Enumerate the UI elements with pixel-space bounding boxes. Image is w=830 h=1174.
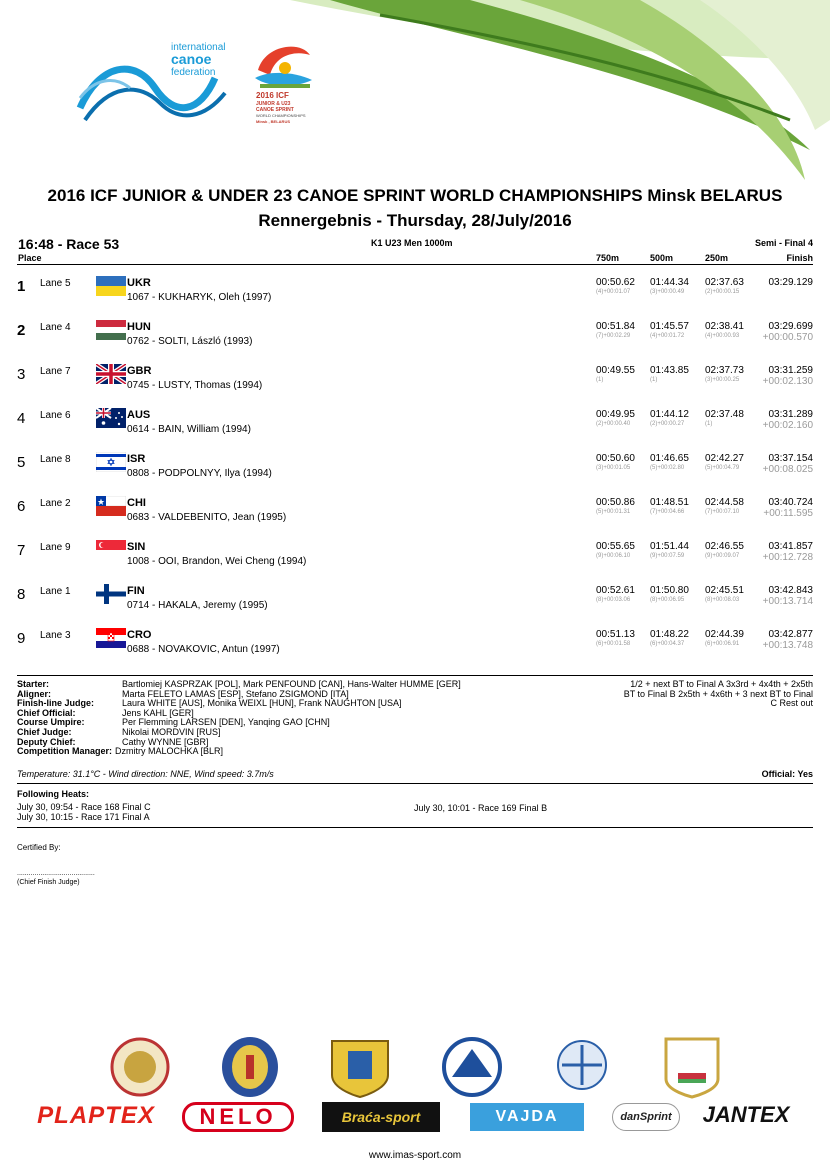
place: 6	[17, 498, 26, 515]
col-finish-header: Finish	[786, 253, 813, 263]
athlete: 0745 - LUSTY, Thomas (1994)	[127, 380, 263, 391]
nation: CRO	[127, 629, 152, 641]
weather-info: Temperature: 31.1°C - Wind direction: NNE, Wind speed: 3.7m/s	[17, 769, 274, 779]
nation: HUN	[127, 321, 151, 333]
split-250-time: 02:37.63	[705, 277, 744, 288]
gbr-flag-icon	[96, 364, 126, 384]
page-subtitle: Rennergebnis - Thursday, 28/July/2016	[258, 211, 572, 230]
nation: GBR	[127, 365, 152, 377]
place: 4	[17, 410, 26, 427]
following-divider	[17, 827, 813, 828]
split-250	[705, 277, 753, 295]
split-750-time: 00:52.61	[596, 585, 635, 596]
split-750	[596, 365, 644, 383]
nation: CHI	[127, 497, 146, 509]
emblem-2-icon	[222, 1037, 278, 1097]
isr-flag-icon	[96, 452, 126, 472]
split-500-diff: (9)+00:07.59	[650, 553, 685, 559]
split-750-time: 00:49.55	[596, 365, 635, 376]
sponsor-jantex: JANTEX	[702, 1102, 790, 1127]
nation: AUS	[127, 409, 151, 421]
col-250-header: 250m	[705, 253, 729, 263]
table-row	[0, 452, 830, 496]
official-status: Official: Yes	[761, 769, 813, 779]
following-heat: July 30, 09:54 - Race 168 Final C	[17, 802, 151, 812]
official-value: Dzmitry MALOCHKA [BLR]	[115, 746, 224, 757]
split-500-time: 01:50.80	[650, 585, 689, 596]
emblem-1-icon	[112, 1039, 168, 1095]
split-250	[705, 453, 753, 471]
sponsor-vajda: VAJDA	[470, 1103, 584, 1131]
finish-time: 03:37.154	[768, 453, 813, 464]
place: 1	[17, 278, 26, 295]
split-500-diff: (5)+00:02.80	[650, 465, 685, 471]
split-750-diff: (6)+00:01.58	[596, 641, 631, 647]
following-heats-left	[17, 803, 151, 822]
place: 8	[17, 586, 26, 603]
split-750-diff: (4)+00:01.07	[596, 289, 631, 295]
lane: Lane 1	[40, 586, 71, 597]
split-250-time: 02:42.27	[705, 453, 744, 464]
table-row	[0, 364, 830, 408]
split-500-diff: (4)+00:01.72	[650, 333, 685, 339]
icf-logo-text-3: federation	[171, 67, 216, 78]
split-750	[596, 453, 644, 471]
progression-rules	[624, 680, 813, 709]
lane: Lane 3	[40, 630, 71, 641]
split-250-time: 02:46.55	[705, 541, 744, 552]
split-750-time: 00:50.62	[596, 277, 635, 288]
finish	[763, 453, 813, 475]
champ-logo-text-5: Minsk , BELARUS	[256, 119, 291, 124]
split-250-diff: (2)+00:00.15	[705, 289, 740, 295]
split-250-time: 02:45.51	[705, 585, 744, 596]
following-heat: July 30, 10:01 - Race 169 Final B	[414, 803, 548, 813]
champ-logo-text-4: WORLD CHAMPIONSHIPS	[256, 113, 306, 118]
athlete: 0762 - SOLTI, László (1993)	[127, 336, 253, 347]
place: 5	[17, 454, 26, 471]
split-250	[705, 541, 753, 559]
split-500-diff: (2)+00:00.27	[650, 421, 685, 427]
race-time: 16:48 - Race 53	[18, 236, 120, 252]
split-500-time: 01:48.22	[650, 629, 689, 640]
split-500-time: 01:45.57	[650, 321, 689, 332]
split-250-diff: (5)+00:04.79	[705, 465, 740, 471]
split-500-time: 01:48.51	[650, 497, 689, 508]
split-250-diff: (6)+00:06.91	[705, 641, 740, 647]
emblem-3-icon	[332, 1041, 388, 1097]
finish	[763, 629, 813, 651]
split-250-diff: (7)+00:07.10	[705, 509, 740, 515]
official-row	[17, 699, 461, 709]
official-label: Chief Official:	[17, 707, 76, 718]
split-250-diff: (1)	[705, 421, 713, 427]
split-250-diff: (9)+00:09.07	[705, 553, 740, 559]
split-250-time: 02:38.41	[705, 321, 744, 332]
athlete: 1008 - OOI, Brandon, Wei Cheng (1994)	[127, 556, 307, 567]
table-row	[0, 496, 830, 540]
split-750-diff: (5)+00:01.31	[596, 509, 631, 515]
hun-flag-icon	[96, 320, 126, 340]
split-750-time: 00:51.84	[596, 321, 635, 332]
finish-time: 03:31.259	[768, 365, 813, 376]
split-750-diff: (3)+00:01.05	[596, 465, 631, 471]
split-500-diff: (8)+00:06.95	[650, 597, 685, 603]
sponsor-emblems	[100, 1035, 740, 1100]
lane: Lane 4	[40, 322, 71, 333]
official-row	[17, 718, 461, 728]
champ-logo-text-3: CANOE SPRINT	[256, 107, 294, 113]
sponsor-nelo: NELO	[182, 1102, 294, 1132]
split-500	[650, 321, 698, 339]
finish-diff: +00:00.570	[762, 332, 813, 343]
split-500	[650, 497, 698, 515]
lane: Lane 8	[40, 454, 71, 465]
split-500	[650, 585, 698, 603]
official-label: Chief Judge:	[17, 726, 72, 737]
place: 9	[17, 630, 26, 647]
official-value: Jens KAHL [GER]	[122, 707, 194, 718]
lane: Lane 7	[40, 366, 71, 377]
finish-time: 03:29.129	[768, 277, 813, 288]
finish	[763, 585, 813, 607]
nation: FIN	[127, 585, 145, 597]
finish-diff: +00:13.714	[762, 596, 813, 607]
finish-diff: +00:12.728	[762, 552, 813, 563]
finish-time: 03:29.699	[768, 321, 813, 332]
footer-url[interactable]: www.imas-sport.com	[368, 1150, 462, 1161]
split-750-time: 00:51.13	[596, 629, 635, 640]
split-750	[596, 277, 644, 295]
col-500-header: 500m	[650, 253, 674, 263]
race-phase: Semi - Final 4	[754, 238, 813, 248]
event-name: K1 U23 Men 1000m	[371, 238, 453, 248]
split-500-diff: (7)+00:04.66	[650, 509, 685, 515]
split-750-diff: (1)	[596, 377, 604, 383]
official-label: Aligner:	[17, 688, 52, 699]
finish	[763, 541, 813, 563]
finish-time: 03:31.289	[768, 409, 813, 420]
certified-by: Certified By:	[17, 843, 61, 852]
split-750-diff: (8)+00:03.06	[596, 597, 631, 603]
table-row	[0, 584, 830, 628]
athlete: 0614 - BAIN, William (1994)	[127, 424, 251, 435]
official-label: Deputy Chief:	[17, 736, 76, 747]
official-value: Cathy WYNNE [GBR]	[122, 736, 209, 747]
emblem-4-icon	[444, 1039, 500, 1095]
split-750-diff: (7)+00:02.29	[596, 333, 631, 339]
split-750	[596, 409, 644, 427]
split-250-time: 02:37.73	[705, 365, 744, 376]
split-250-time: 02:37.48	[705, 409, 744, 420]
split-250-diff: (3)+00:00.25	[705, 377, 740, 383]
split-500-time: 01:44.34	[650, 277, 689, 288]
progression-line-2: BT to Final B 2x5th + 4x6th + 3 next BT to Final	[623, 688, 813, 699]
sponsor-braca-sport: Braća-sport	[322, 1102, 440, 1132]
split-750	[596, 629, 644, 647]
split-500-time: 01:46.65	[650, 453, 689, 464]
official-value: Laura WHITE [AUS], Monika WEIXL [HUN], Frank NAUGHTON [USA]	[122, 698, 402, 709]
lane: Lane 2	[40, 498, 71, 509]
table-row	[0, 276, 830, 320]
aus-flag-icon	[96, 408, 126, 428]
split-250-time: 02:44.39	[705, 629, 744, 640]
athlete: 0683 - VALDEBENITO, Jean (1995)	[127, 512, 287, 523]
split-750	[596, 497, 644, 515]
header-divider	[17, 264, 813, 265]
finish-time: 03:41.857	[768, 541, 813, 552]
icf-logo-text-1: international	[171, 42, 226, 53]
split-500-time: 01:43.85	[650, 365, 689, 376]
place: 7	[17, 542, 26, 559]
athlete: 0688 - NOVAKOVIC, Antun (1997)	[127, 644, 280, 655]
finish-time: 03:42.843	[768, 585, 813, 596]
icf-logo-text-2: canoe	[171, 51, 212, 67]
champ-logo-text-2: JUNIOR & U23	[256, 101, 291, 107]
place-column-header: Place	[18, 253, 42, 263]
nation: ISR	[127, 453, 146, 465]
split-500-time: 01:44.12	[650, 409, 689, 420]
table-row	[0, 628, 830, 672]
table-row	[0, 320, 830, 364]
split-250	[705, 409, 753, 427]
split-500	[650, 453, 698, 471]
sponsor-dansprint: danSprint	[612, 1103, 680, 1131]
championship-logo	[250, 40, 320, 132]
official-row	[17, 747, 461, 757]
finish-diff: +00:02.130	[762, 376, 813, 387]
nation: SIN	[127, 541, 146, 553]
athlete: 1067 - KUKHARYK, Oleh (1997)	[127, 292, 272, 303]
split-750-time: 00:50.60	[596, 453, 635, 464]
official-label: Course Umpire:	[17, 717, 85, 728]
progression-line-1: 1/2 + next BT to Final A 3x3rd + 4x4th + 2x5th	[630, 679, 813, 689]
finish	[763, 409, 813, 431]
sponsor-plaptex: PLAPTEX	[37, 1102, 155, 1129]
ukr-flag-icon	[96, 276, 126, 296]
split-500	[650, 277, 698, 295]
finish-diff: +00:02.160	[762, 420, 813, 431]
split-500-diff: (3)+00:00.49	[650, 289, 685, 295]
place: 2	[17, 322, 26, 339]
split-500	[650, 365, 698, 383]
split-250-diff: (8)+00:08.03	[705, 597, 740, 603]
sin-flag-icon	[96, 540, 126, 560]
official-value: Marta FELETO LAMAS [ESP], Stefano ZSIGMOND [ITA]	[122, 688, 349, 699]
lane: Lane 5	[40, 278, 71, 289]
split-750	[596, 585, 644, 603]
split-750-time: 00:55.65	[596, 541, 635, 552]
weather-divider	[17, 783, 813, 784]
split-500	[650, 541, 698, 559]
split-250-time: 02:44.58	[705, 497, 744, 508]
official-row	[17, 728, 461, 738]
split-250	[705, 585, 753, 603]
lane: Lane 9	[40, 542, 71, 553]
athlete: 0714 - HAKALA, Jeremy (1995)	[127, 600, 268, 611]
chi-flag-icon	[96, 496, 126, 516]
lane: Lane 6	[40, 410, 71, 421]
athlete: 0808 - PODPOLNYY, Ilya (1994)	[127, 468, 272, 479]
following-heat: July 30, 10:15 - Race 171 Final A	[17, 811, 150, 822]
split-250	[705, 497, 753, 515]
finish-diff: +00:08.025	[762, 464, 813, 475]
split-500-time: 01:51.44	[650, 541, 689, 552]
split-750-diff: (9)+00:06.10	[596, 553, 631, 559]
split-250-diff: (4)+00:00.93	[705, 333, 740, 339]
finish-time: 03:42.877	[768, 629, 813, 640]
split-250	[705, 629, 753, 647]
nation: UKR	[127, 277, 151, 289]
emblem-5-icon	[558, 1041, 606, 1089]
split-750	[596, 321, 644, 339]
split-750-diff: (2)+00:00.40	[596, 421, 631, 427]
col-750-header: 750m	[596, 253, 620, 263]
finish	[763, 321, 813, 343]
finish-diff: +00:11.595	[763, 508, 813, 519]
table-row	[0, 408, 830, 452]
finish	[763, 365, 813, 387]
split-750-time: 00:50.86	[596, 497, 635, 508]
progression-line-3: C Rest out	[770, 698, 813, 709]
following-heats-title: Following Heats:	[17, 789, 89, 799]
icf-logo	[75, 38, 235, 133]
results-divider	[17, 675, 813, 676]
cro-flag-icon	[96, 628, 126, 648]
officials-list	[17, 680, 461, 757]
split-250	[705, 365, 753, 383]
official-value: Bartlomiej KASPRZAK [POL], Mark PENFOUND [CAN], Hans-Walter HUMME [GER]	[122, 679, 461, 689]
signature-line: ........................................	[17, 870, 95, 877]
finish	[763, 497, 813, 519]
split-500	[650, 409, 698, 427]
split-500	[650, 629, 698, 647]
official-label: Starter:	[17, 679, 50, 689]
split-500-diff: (1)	[650, 377, 658, 383]
official-label: Competition Manager:	[17, 746, 113, 757]
finish	[769, 277, 814, 288]
champ-logo-text-1: 2016 ICF	[256, 91, 289, 100]
fin-flag-icon	[96, 584, 126, 604]
official-value: Per Flemming LARSEN [DEN], Yanqing GAO [CHN]	[122, 717, 330, 728]
split-750	[596, 541, 644, 559]
table-row	[0, 540, 830, 584]
split-500-diff: (6)+00:04.37	[650, 641, 685, 647]
split-750-time: 00:49.95	[596, 409, 635, 420]
split-250	[705, 321, 753, 339]
official-value: Nikolai MORDVIN [RUS]	[122, 726, 221, 737]
finish-diff: +00:13.748	[762, 640, 813, 651]
place: 3	[17, 366, 26, 383]
chief-finish-judge: (Chief Finish Judge)	[17, 879, 80, 886]
finish-time: 03:40.724	[768, 497, 813, 508]
page-title: 2016 ICF JUNIOR & UNDER 23 CANOE SPRINT WORLD CHAMPIONSHIPS Minsk BELARUS	[47, 186, 783, 205]
official-label: Finish-line Judge:	[17, 698, 95, 709]
emblem-6-icon	[666, 1039, 718, 1097]
